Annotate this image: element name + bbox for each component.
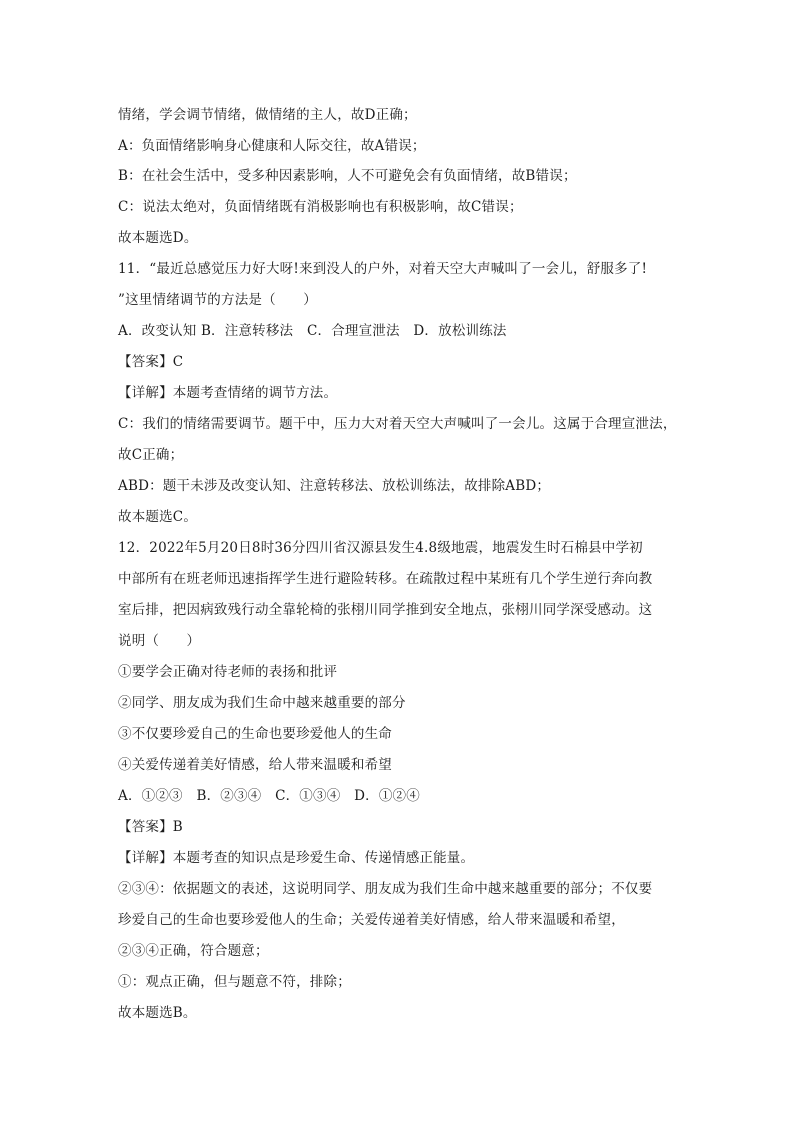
text-line: 故本题选C。 bbox=[118, 509, 198, 525]
explanation-label: 【详解】本题考查的知识点是珍爱生命、传递情感正能量。 bbox=[118, 850, 475, 866]
question-12-stem-cont: 说明（ ） bbox=[118, 633, 201, 649]
text-line: ②③④：依据题文的表述，这说明同学、朋友成为我们生命中越来越重要的部分；不仅要 bbox=[118, 881, 653, 897]
question-12-stem-cont: 中部所有在班老师迅速指挥学生进行避险转移。在疏散过程中某班有几个学生逆行奔向教 bbox=[118, 571, 653, 587]
text-line: ABD：题干未涉及改变认知、注意转移法、放松训练法，故排除ABD； bbox=[118, 478, 551, 494]
explanation-label: 【详解】本题考查情绪的调节方法。 bbox=[118, 385, 338, 401]
text-line: C：说法太绝对，负面情绪既有消极影响也有积极影响，故C错误； bbox=[118, 199, 523, 215]
text-line: C：我们的情绪需要调节。题干中，压力大对着天空大声喊叫了一会儿。这属于合理宣泄法， bbox=[118, 416, 677, 432]
text-line: ②③④正确，符合题意； bbox=[118, 943, 269, 959]
question-12-stem-cont: 室后排，把因病致残行动全靠轮椅的张栩川同学推到安全地点，张栩川同学深受感动。这 bbox=[118, 602, 653, 618]
text-line: 珍爱自己的生命也要珍爱他人的生命；关爱传递着美好情感，给人带来温暖和希望， bbox=[118, 912, 625, 928]
text-line: 故本题选D。 bbox=[118, 230, 198, 246]
text-line: 故C正确； bbox=[118, 447, 184, 463]
text-line: B：在社会生活中，受多种因素影响，人不可避免会有负面情绪，故B错误； bbox=[118, 168, 577, 184]
answer-label: 【答案】B bbox=[118, 819, 183, 835]
statement-1: ①要学会正确对待老师的表扬和批评 bbox=[118, 664, 338, 680]
text-line: 故本题选B。 bbox=[118, 1005, 197, 1021]
question-11-options: A．改变认知 B．注意转移法 C．合理宣泄法 D．放松训练法 bbox=[118, 323, 507, 339]
statement-2: ②同学、朋友成为我们生命中越来越重要的部分 bbox=[118, 695, 406, 711]
answer-label: 【答案】C bbox=[118, 354, 184, 370]
question-11-stem-cont: ”这里情绪调节的方法是（ ） bbox=[118, 292, 317, 308]
question-12-options: A．①②③ B．②③④ C．①③④ D．①②④ bbox=[118, 788, 420, 804]
statement-4: ④关爱传递着美好情感，给人带来温暖和希望 bbox=[118, 757, 392, 773]
question-12-stem: 12．2022年5月20日8时36分四川省汉源县发生4.8级地震，地震发生时石棉县中学初 bbox=[118, 540, 643, 556]
statement-3: ③不仅要珍爱自己的生命也要珍爱他人的生命 bbox=[118, 726, 392, 742]
question-11-stem: 11．“最近总感觉压力好大呀!来到没人的户外，对着天空大声喊叫了一会儿，舒服多了! bbox=[118, 261, 648, 277]
text-line: 情绪，学会调节情绪，做情绪的主人，故D正确； bbox=[118, 107, 417, 123]
text-line: ①：观点正确，但与题意不符，排除； bbox=[118, 974, 351, 990]
text-line: A：负面情绪影响身心健康和人际交往，故A错误； bbox=[118, 138, 426, 154]
